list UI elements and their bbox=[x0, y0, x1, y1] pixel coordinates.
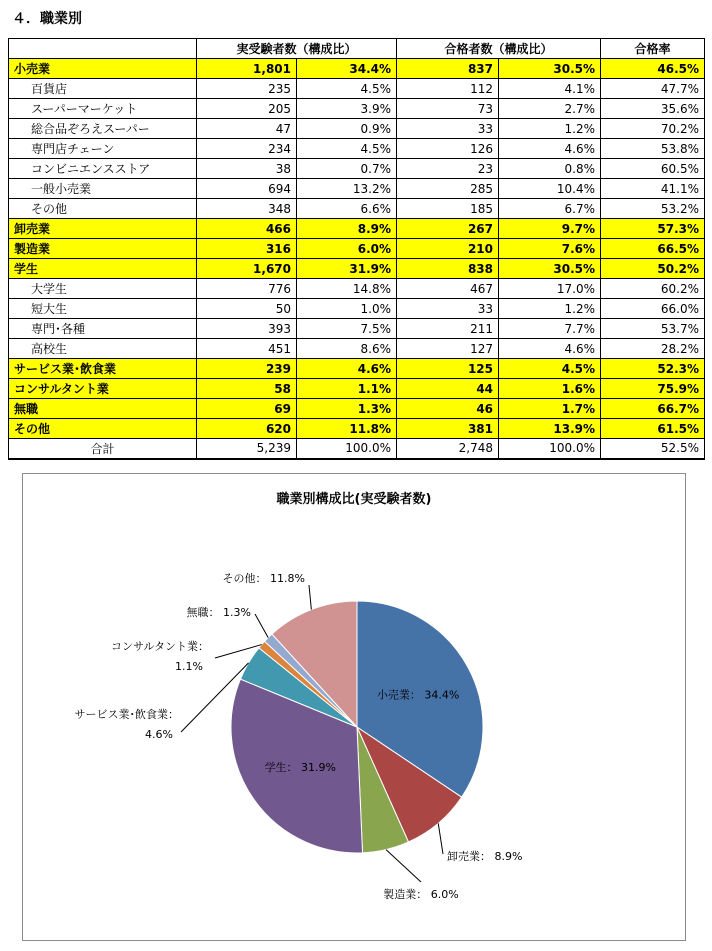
row-value: 316 bbox=[197, 239, 297, 259]
pie-leader-line bbox=[438, 823, 443, 854]
row-value: 58 bbox=[197, 379, 297, 399]
row-value: 73 bbox=[397, 99, 499, 119]
pie-data-label: サービス業･飲食業： bbox=[74, 708, 179, 721]
row-value: 7.6% bbox=[499, 239, 601, 259]
row-label: コンビニエンスストア bbox=[9, 159, 197, 179]
row-value: 4.6% bbox=[499, 139, 601, 159]
row-value: 53.8% bbox=[601, 139, 705, 159]
pie-data-label: 学生： 31.9% bbox=[264, 760, 337, 774]
table-row bbox=[9, 239, 705, 259]
header-passers: 合格者数（構成比） bbox=[397, 39, 601, 59]
row-value: 267 bbox=[397, 219, 499, 239]
table-row bbox=[9, 139, 705, 159]
row-label: 学生 bbox=[9, 259, 197, 279]
pie-data-label: その他： 11.8% bbox=[222, 572, 305, 585]
row-value: 2,748 bbox=[397, 439, 499, 459]
row-value: 125 bbox=[397, 359, 499, 379]
row-value: 33 bbox=[397, 119, 499, 139]
pie-leader-line bbox=[255, 614, 268, 638]
row-value: 239 bbox=[197, 359, 297, 379]
row-value: 38 bbox=[197, 159, 297, 179]
table-row bbox=[9, 199, 705, 219]
row-value: 0.8% bbox=[499, 159, 601, 179]
row-value: 10.4% bbox=[499, 179, 601, 199]
row-value: 53.7% bbox=[601, 319, 705, 339]
row-value: 100.0% bbox=[297, 439, 397, 459]
table-row bbox=[9, 299, 705, 319]
row-value: 8.6% bbox=[297, 339, 397, 359]
row-label: コンサルタント業 bbox=[9, 379, 197, 399]
row-value: 6.7% bbox=[499, 199, 601, 219]
pie-chart bbox=[22, 473, 686, 941]
row-value: 0.9% bbox=[297, 119, 397, 139]
row-value: 205 bbox=[197, 99, 297, 119]
row-value: 3.9% bbox=[297, 99, 397, 119]
table-row bbox=[9, 119, 705, 139]
row-value: 6.0% bbox=[297, 239, 397, 259]
table-row bbox=[9, 159, 705, 179]
pie-data-label: 無職： 1.3% bbox=[186, 606, 251, 619]
table-row bbox=[9, 179, 705, 199]
row-label: サービス業･飲食業 bbox=[9, 359, 197, 379]
row-value: 127 bbox=[397, 339, 499, 359]
row-value: 1.0% bbox=[297, 299, 397, 319]
row-value: 4.6% bbox=[499, 339, 601, 359]
row-value: 4.6% bbox=[297, 359, 397, 379]
row-value: 52.5% bbox=[601, 439, 705, 459]
pie-leader-line bbox=[386, 850, 421, 882]
row-value: 30.5% bbox=[499, 59, 601, 79]
row-value: 1.2% bbox=[499, 299, 601, 319]
row-value: 348 bbox=[197, 199, 297, 219]
row-label: スーパーマーケット bbox=[9, 99, 197, 119]
pie-data-label: 卸売業： 8.9% bbox=[447, 850, 523, 863]
row-value: 60.2% bbox=[601, 279, 705, 299]
row-value: 112 bbox=[397, 79, 499, 99]
row-value: 66.0% bbox=[601, 299, 705, 319]
table-header-row bbox=[9, 39, 705, 59]
row-value: 285 bbox=[397, 179, 499, 199]
header-category bbox=[9, 39, 197, 59]
pie-chart-svg bbox=[23, 474, 685, 940]
row-value: 31.9% bbox=[297, 259, 397, 279]
row-value: 50.2% bbox=[601, 259, 705, 279]
row-value: 13.2% bbox=[297, 179, 397, 199]
row-value: 57.3% bbox=[601, 219, 705, 239]
row-value: 46 bbox=[397, 399, 499, 419]
pie-data-label: 1.1% bbox=[175, 660, 203, 673]
row-value: 66.7% bbox=[601, 399, 705, 419]
row-value: 1.2% bbox=[499, 119, 601, 139]
row-value: 69 bbox=[197, 399, 297, 419]
row-value: 9.7% bbox=[499, 219, 601, 239]
table-row bbox=[9, 279, 705, 299]
table-row bbox=[9, 259, 705, 279]
pie-data-label: 4.6% bbox=[145, 728, 173, 741]
table-row bbox=[9, 379, 705, 399]
table-row bbox=[9, 79, 705, 99]
row-value: 17.0% bbox=[499, 279, 601, 299]
row-value: 4.1% bbox=[499, 79, 601, 99]
row-label: 一般小売業 bbox=[9, 179, 197, 199]
row-label: 合計 bbox=[9, 439, 197, 459]
row-value: 14.8% bbox=[297, 279, 397, 299]
row-value: 33 bbox=[397, 299, 499, 319]
row-value: 235 bbox=[197, 79, 297, 99]
row-value: 393 bbox=[197, 319, 297, 339]
row-value: 70.2% bbox=[601, 119, 705, 139]
row-label: 専門･各種 bbox=[9, 319, 197, 339]
row-value: 5,239 bbox=[197, 439, 297, 459]
row-value: 1,801 bbox=[197, 59, 297, 79]
row-value: 210 bbox=[397, 239, 499, 259]
header-pass-rate: 合格率 bbox=[601, 39, 705, 59]
row-value: 46.5% bbox=[601, 59, 705, 79]
row-value: 44 bbox=[397, 379, 499, 399]
row-label: 百貨店 bbox=[9, 79, 197, 99]
row-value: 185 bbox=[397, 199, 499, 219]
pie-leader-line bbox=[309, 585, 311, 610]
row-value: 61.5% bbox=[601, 419, 705, 439]
row-value: 6.6% bbox=[297, 199, 397, 219]
occupation-table bbox=[8, 38, 705, 460]
row-value: 34.4% bbox=[297, 59, 397, 79]
table-row bbox=[9, 399, 705, 419]
row-value: 1.1% bbox=[297, 379, 397, 399]
row-value: 466 bbox=[197, 219, 297, 239]
row-label: 高校生 bbox=[9, 339, 197, 359]
row-label: 小売業 bbox=[9, 59, 197, 79]
row-value: 2.7% bbox=[499, 99, 601, 119]
row-label: 製造業 bbox=[9, 239, 197, 259]
row-value: 66.5% bbox=[601, 239, 705, 259]
table-row bbox=[9, 339, 705, 359]
row-value: 126 bbox=[397, 139, 499, 159]
row-value: 52.3% bbox=[601, 359, 705, 379]
row-value: 13.9% bbox=[499, 419, 601, 439]
row-value: 694 bbox=[197, 179, 297, 199]
row-value: 100.0% bbox=[499, 439, 601, 459]
header-examinees: 実受験者数（構成比） bbox=[197, 39, 397, 59]
row-value: 467 bbox=[397, 279, 499, 299]
row-value: 50 bbox=[197, 299, 297, 319]
row-value: 8.9% bbox=[297, 219, 397, 239]
row-value: 0.7% bbox=[297, 159, 397, 179]
table-row bbox=[9, 99, 705, 119]
row-value: 4.5% bbox=[499, 359, 601, 379]
row-value: 451 bbox=[197, 339, 297, 359]
row-value: 1.3% bbox=[297, 399, 397, 419]
row-value: 776 bbox=[197, 279, 297, 299]
table-row bbox=[9, 439, 705, 459]
row-value: 234 bbox=[197, 139, 297, 159]
row-value: 41.1% bbox=[601, 179, 705, 199]
chart-title: 職業別構成比(実受験者数) bbox=[276, 492, 432, 507]
row-value: 838 bbox=[397, 259, 499, 279]
row-value: 53.2% bbox=[601, 199, 705, 219]
row-value: 4.5% bbox=[297, 79, 397, 99]
row-value: 23 bbox=[397, 159, 499, 179]
row-value: 11.8% bbox=[297, 419, 397, 439]
section-title: ４．職業別 bbox=[12, 11, 82, 27]
row-label: その他 bbox=[9, 419, 197, 439]
row-value: 381 bbox=[397, 419, 499, 439]
pie-data-label: コンサルタント業： bbox=[110, 640, 209, 653]
row-value: 35.6% bbox=[601, 99, 705, 119]
pie-data-label: 製造業： 6.0% bbox=[383, 888, 459, 901]
row-label: 無職 bbox=[9, 399, 197, 419]
row-value: 837 bbox=[397, 59, 499, 79]
row-value: 4.5% bbox=[297, 139, 397, 159]
table-row bbox=[9, 219, 705, 239]
row-value: 47 bbox=[197, 119, 297, 139]
row-label: その他 bbox=[9, 199, 197, 219]
row-label: 短大生 bbox=[9, 299, 197, 319]
row-label: 総合品ぞろえスーパー bbox=[9, 119, 197, 139]
row-label: 大学生 bbox=[9, 279, 197, 299]
row-label: 卸売業 bbox=[9, 219, 197, 239]
row-value: 60.5% bbox=[601, 159, 705, 179]
row-value: 211 bbox=[397, 319, 499, 339]
row-value: 47.7% bbox=[601, 79, 705, 99]
row-value: 30.5% bbox=[499, 259, 601, 279]
table-row bbox=[9, 419, 705, 439]
row-label: 専門店チェーン bbox=[9, 139, 197, 159]
row-value: 1,670 bbox=[197, 259, 297, 279]
row-value: 1.6% bbox=[499, 379, 601, 399]
row-value: 75.9% bbox=[601, 379, 705, 399]
row-value: 620 bbox=[197, 419, 297, 439]
pie-data-label: 小売業： 34.4% bbox=[376, 688, 460, 702]
table-row bbox=[9, 319, 705, 339]
row-value: 7.5% bbox=[297, 319, 397, 339]
row-value: 1.7% bbox=[499, 399, 601, 419]
table-row bbox=[9, 59, 705, 79]
table-row bbox=[9, 359, 705, 379]
row-value: 28.2% bbox=[601, 339, 705, 359]
row-value: 7.7% bbox=[499, 319, 601, 339]
